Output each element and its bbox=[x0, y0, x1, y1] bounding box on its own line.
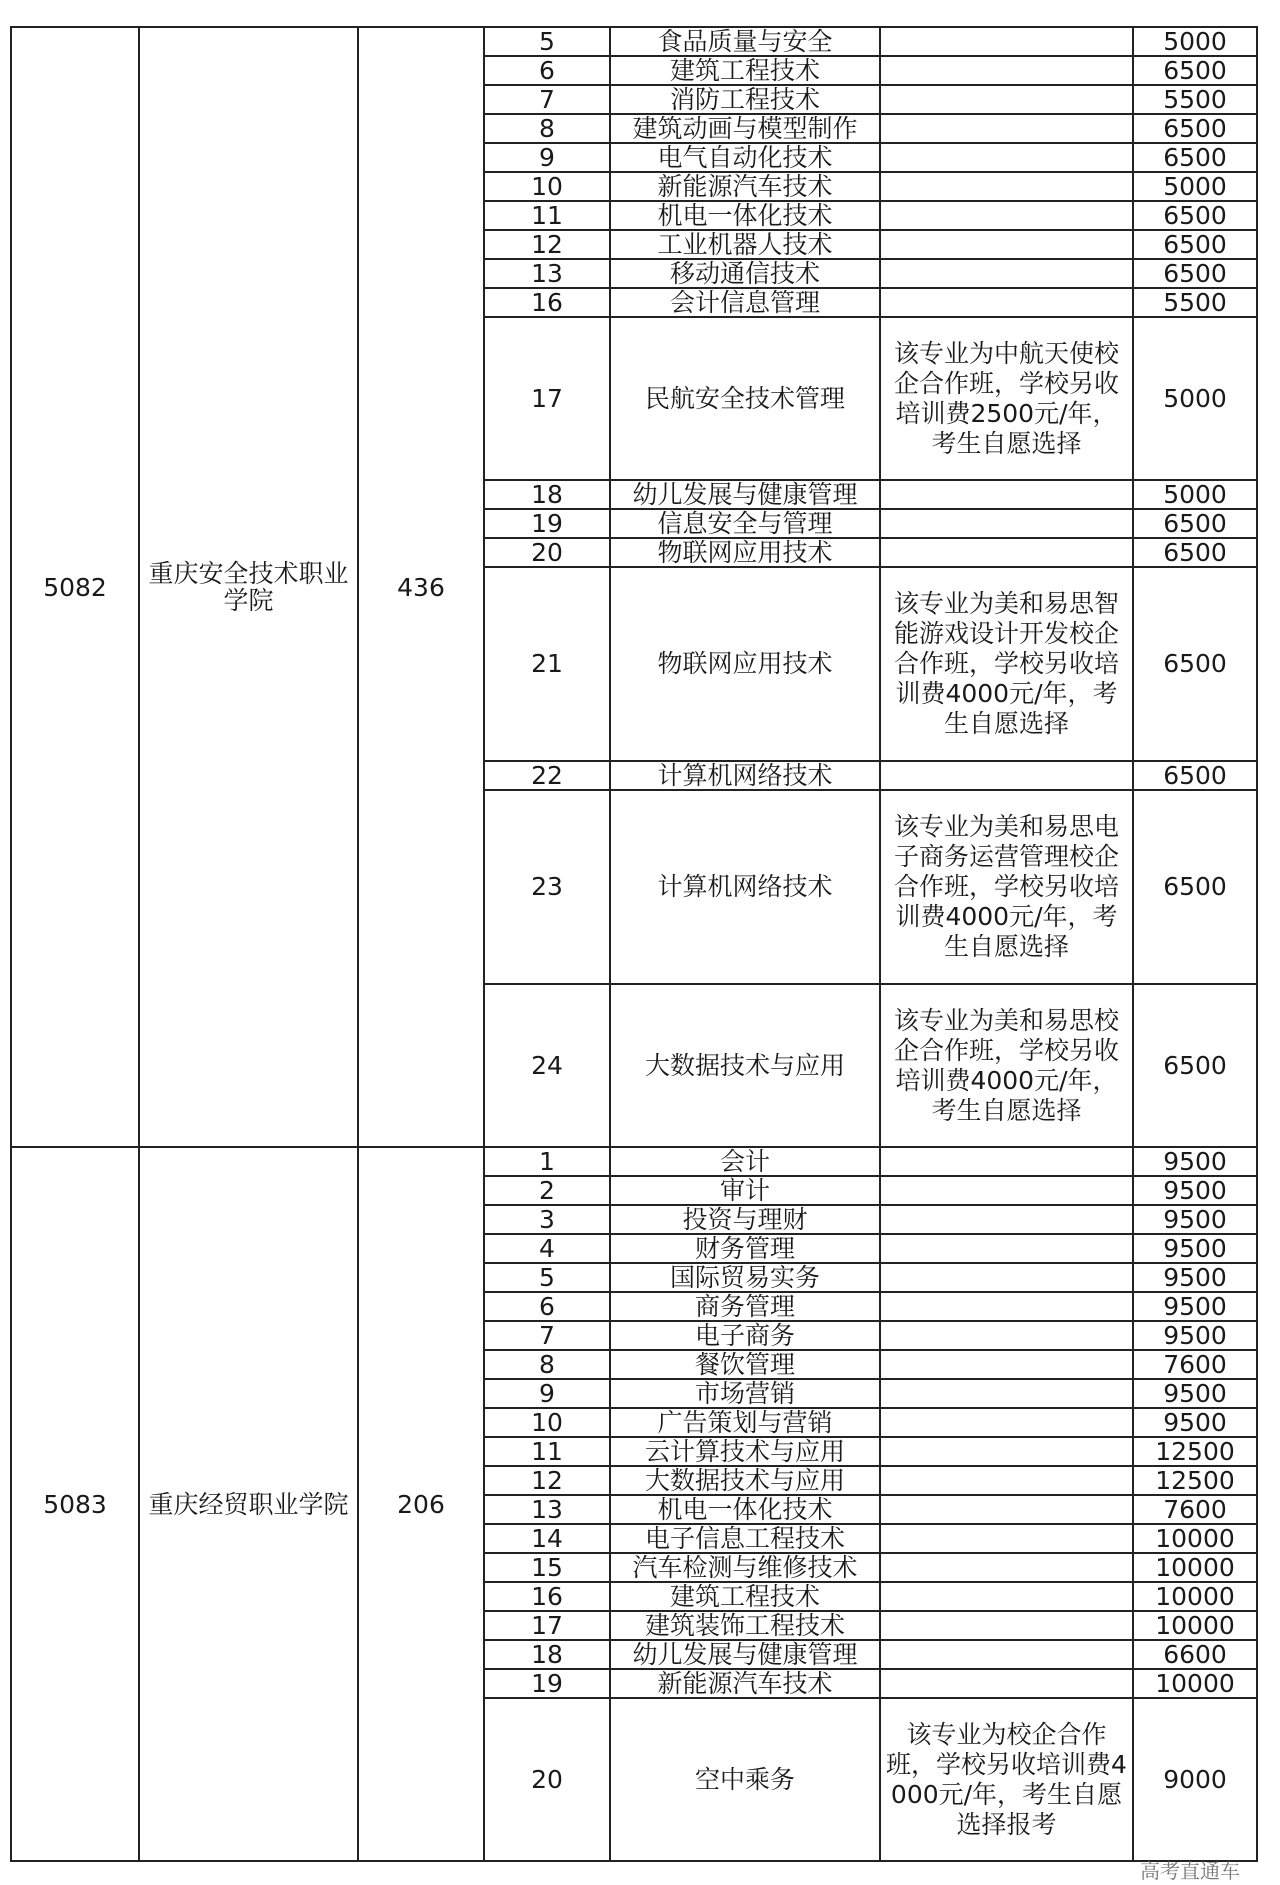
major-name: 建筑装饰工程技术 bbox=[610, 1611, 880, 1640]
major-fee: 5500 bbox=[1133, 288, 1257, 317]
major-number: 13 bbox=[484, 1495, 610, 1524]
major-note bbox=[880, 1379, 1133, 1408]
major-fee: 6500 bbox=[1133, 538, 1257, 567]
major-name: 民航安全技术管理 bbox=[610, 317, 880, 480]
major-number: 9 bbox=[484, 1379, 610, 1408]
major-name: 会计信息管理 bbox=[610, 288, 880, 317]
major-note bbox=[880, 480, 1133, 509]
table-row bbox=[11, 27, 1257, 56]
major-fee: 5000 bbox=[1133, 172, 1257, 201]
major-number: 20 bbox=[484, 538, 610, 567]
major-number: 10 bbox=[484, 1408, 610, 1437]
major-fee: 10000 bbox=[1133, 1524, 1257, 1553]
major-number: 15 bbox=[484, 1553, 610, 1582]
major-fee: 9500 bbox=[1133, 1263, 1257, 1292]
major-note bbox=[880, 56, 1133, 85]
major-number: 8 bbox=[484, 1350, 610, 1379]
major-fee: 6500 bbox=[1133, 984, 1257, 1147]
major-note bbox=[880, 259, 1133, 288]
major-note bbox=[880, 1437, 1133, 1466]
major-name: 云计算技术与应用 bbox=[610, 1437, 880, 1466]
major-fee: 6500 bbox=[1133, 230, 1257, 259]
school-name: 重庆安全技术职业学院 bbox=[139, 27, 358, 1147]
major-number: 18 bbox=[484, 480, 610, 509]
major-note bbox=[880, 201, 1133, 230]
tuition-table bbox=[10, 26, 1258, 1862]
table-row bbox=[11, 1147, 1257, 1176]
major-fee: 5000 bbox=[1133, 317, 1257, 480]
major-name: 电子商务 bbox=[610, 1321, 880, 1350]
major-note bbox=[880, 1234, 1133, 1263]
major-name: 建筑动画与模型制作 bbox=[610, 114, 880, 143]
major-number: 5 bbox=[484, 27, 610, 56]
major-fee: 10000 bbox=[1133, 1553, 1257, 1582]
major-name: 广告策划与营销 bbox=[610, 1408, 880, 1437]
major-number: 7 bbox=[484, 1321, 610, 1350]
major-fee: 10000 bbox=[1133, 1582, 1257, 1611]
major-fee: 5000 bbox=[1133, 27, 1257, 56]
major-note bbox=[880, 1292, 1133, 1321]
major-note bbox=[880, 143, 1133, 172]
major-name: 食品质量与安全 bbox=[610, 27, 880, 56]
major-note bbox=[880, 1263, 1133, 1292]
major-note bbox=[880, 1640, 1133, 1669]
major-fee: 6600 bbox=[1133, 1640, 1257, 1669]
major-note: 该专业为校企合作班，学校另收培训费4000元/年，考生自愿选择报考 bbox=[880, 1698, 1133, 1861]
watermark: 高考直通车 bbox=[1140, 1859, 1240, 1883]
major-name: 审计 bbox=[610, 1176, 880, 1205]
major-name: 市场营销 bbox=[610, 1379, 880, 1408]
major-fee: 6500 bbox=[1133, 143, 1257, 172]
school-enrollment: 436 bbox=[358, 27, 484, 1147]
major-fee: 9500 bbox=[1133, 1408, 1257, 1437]
major-number: 21 bbox=[484, 567, 610, 761]
major-fee: 9000 bbox=[1133, 1698, 1257, 1861]
major-number: 20 bbox=[484, 1698, 610, 1861]
major-name: 幼儿发展与健康管理 bbox=[610, 1640, 880, 1669]
major-number: 19 bbox=[484, 1669, 610, 1698]
major-name: 商务管理 bbox=[610, 1292, 880, 1321]
major-number: 5 bbox=[484, 1263, 610, 1292]
major-fee: 9500 bbox=[1133, 1234, 1257, 1263]
major-fee: 6500 bbox=[1133, 761, 1257, 790]
major-fee: 7600 bbox=[1133, 1350, 1257, 1379]
major-note bbox=[880, 1611, 1133, 1640]
major-note: 该专业为美和易思校企合作班，学校另收培训费4000元/年，考生自愿选择 bbox=[880, 984, 1133, 1147]
major-number: 6 bbox=[484, 56, 610, 85]
major-name: 计算机网络技术 bbox=[610, 761, 880, 790]
major-note bbox=[880, 1524, 1133, 1553]
major-name: 计算机网络技术 bbox=[610, 790, 880, 984]
major-fee: 9500 bbox=[1133, 1321, 1257, 1350]
major-name: 新能源汽车技术 bbox=[610, 172, 880, 201]
major-name: 建筑工程技术 bbox=[610, 1582, 880, 1611]
major-number: 19 bbox=[484, 509, 610, 538]
major-number: 23 bbox=[484, 790, 610, 984]
major-fee: 12500 bbox=[1133, 1466, 1257, 1495]
major-number: 12 bbox=[484, 1466, 610, 1495]
major-name: 工业机器人技术 bbox=[610, 230, 880, 259]
major-note: 该专业为美和易思智能游戏设计开发校企合作班，学校另收培训费4000元/年，考生自愿选择 bbox=[880, 567, 1133, 761]
major-name: 幼儿发展与健康管理 bbox=[610, 480, 880, 509]
major-number: 10 bbox=[484, 172, 610, 201]
major-name: 投资与理财 bbox=[610, 1205, 880, 1234]
major-fee: 10000 bbox=[1133, 1611, 1257, 1640]
school-enrollment: 206 bbox=[358, 1147, 484, 1861]
major-note bbox=[880, 1669, 1133, 1698]
major-name: 物联网应用技术 bbox=[610, 538, 880, 567]
major-number: 24 bbox=[484, 984, 610, 1147]
major-note bbox=[880, 288, 1133, 317]
major-name: 大数据技术与应用 bbox=[610, 1466, 880, 1495]
major-note bbox=[880, 1582, 1133, 1611]
major-name: 新能源汽车技术 bbox=[610, 1669, 880, 1698]
major-name: 汽车检测与维修技术 bbox=[610, 1553, 880, 1582]
major-name: 财务管理 bbox=[610, 1234, 880, 1263]
major-note bbox=[880, 1466, 1133, 1495]
major-fee: 6500 bbox=[1133, 790, 1257, 984]
major-number: 16 bbox=[484, 1582, 610, 1611]
major-number: 7 bbox=[484, 85, 610, 114]
major-note bbox=[880, 509, 1133, 538]
major-note bbox=[880, 230, 1133, 259]
major-note bbox=[880, 1147, 1133, 1176]
major-note bbox=[880, 1321, 1133, 1350]
major-fee: 5500 bbox=[1133, 85, 1257, 114]
major-number: 17 bbox=[484, 1611, 610, 1640]
major-fee: 9500 bbox=[1133, 1147, 1257, 1176]
major-name: 机电一体化技术 bbox=[610, 1495, 880, 1524]
major-fee: 10000 bbox=[1133, 1669, 1257, 1698]
major-number: 11 bbox=[484, 201, 610, 230]
major-note: 该专业为中航天使校企合作班，学校另收培训费2500元/年，考生自愿选择 bbox=[880, 317, 1133, 480]
major-note: 该专业为美和易思电子商务运营管理校企合作班，学校另收培训费4000元/年，考生自愿选择 bbox=[880, 790, 1133, 984]
major-name: 国际贸易实务 bbox=[610, 1263, 880, 1292]
major-number: 14 bbox=[484, 1524, 610, 1553]
major-fee: 9500 bbox=[1133, 1292, 1257, 1321]
major-fee: 12500 bbox=[1133, 1437, 1257, 1466]
major-name: 机电一体化技术 bbox=[610, 201, 880, 230]
major-note bbox=[880, 1553, 1133, 1582]
major-number: 1 bbox=[484, 1147, 610, 1176]
major-note bbox=[880, 172, 1133, 201]
major-number: 13 bbox=[484, 259, 610, 288]
major-name: 会计 bbox=[610, 1147, 880, 1176]
major-number: 22 bbox=[484, 761, 610, 790]
major-fee: 6500 bbox=[1133, 509, 1257, 538]
major-fee: 6500 bbox=[1133, 56, 1257, 85]
major-number: 18 bbox=[484, 1640, 610, 1669]
major-number: 12 bbox=[484, 230, 610, 259]
major-fee: 9500 bbox=[1133, 1205, 1257, 1234]
major-fee: 6500 bbox=[1133, 201, 1257, 230]
major-note bbox=[880, 1350, 1133, 1379]
school-code: 5083 bbox=[11, 1147, 139, 1861]
major-note bbox=[880, 27, 1133, 56]
major-note bbox=[880, 761, 1133, 790]
major-note bbox=[880, 1176, 1133, 1205]
major-number: 17 bbox=[484, 317, 610, 480]
major-number: 9 bbox=[484, 143, 610, 172]
major-number: 4 bbox=[484, 1234, 610, 1263]
major-fee: 6500 bbox=[1133, 259, 1257, 288]
major-name: 移动通信技术 bbox=[610, 259, 880, 288]
major-name: 信息安全与管理 bbox=[610, 509, 880, 538]
major-note bbox=[880, 85, 1133, 114]
major-fee: 5000 bbox=[1133, 480, 1257, 509]
major-name: 餐饮管理 bbox=[610, 1350, 880, 1379]
major-fee: 6500 bbox=[1133, 567, 1257, 761]
major-name: 电气自动化技术 bbox=[610, 143, 880, 172]
major-number: 11 bbox=[484, 1437, 610, 1466]
major-fee: 6500 bbox=[1133, 114, 1257, 143]
major-note bbox=[880, 114, 1133, 143]
major-note bbox=[880, 538, 1133, 567]
school-code: 5082 bbox=[11, 27, 139, 1147]
major-number: 3 bbox=[484, 1205, 610, 1234]
major-note bbox=[880, 1408, 1133, 1437]
major-note bbox=[880, 1495, 1133, 1524]
major-name: 电子信息工程技术 bbox=[610, 1524, 880, 1553]
major-fee: 9500 bbox=[1133, 1379, 1257, 1408]
major-note bbox=[880, 1205, 1133, 1234]
school-name: 重庆经贸职业学院 bbox=[139, 1147, 358, 1861]
table-body bbox=[11, 27, 1257, 1861]
major-name: 空中乘务 bbox=[610, 1698, 880, 1861]
major-name: 消防工程技术 bbox=[610, 85, 880, 114]
major-name: 大数据技术与应用 bbox=[610, 984, 880, 1147]
major-number: 2 bbox=[484, 1176, 610, 1205]
major-number: 6 bbox=[484, 1292, 610, 1321]
major-name: 物联网应用技术 bbox=[610, 567, 880, 761]
major-fee: 9500 bbox=[1133, 1176, 1257, 1205]
major-name: 建筑工程技术 bbox=[610, 56, 880, 85]
major-number: 16 bbox=[484, 288, 610, 317]
major-number: 8 bbox=[484, 114, 610, 143]
major-fee: 7600 bbox=[1133, 1495, 1257, 1524]
